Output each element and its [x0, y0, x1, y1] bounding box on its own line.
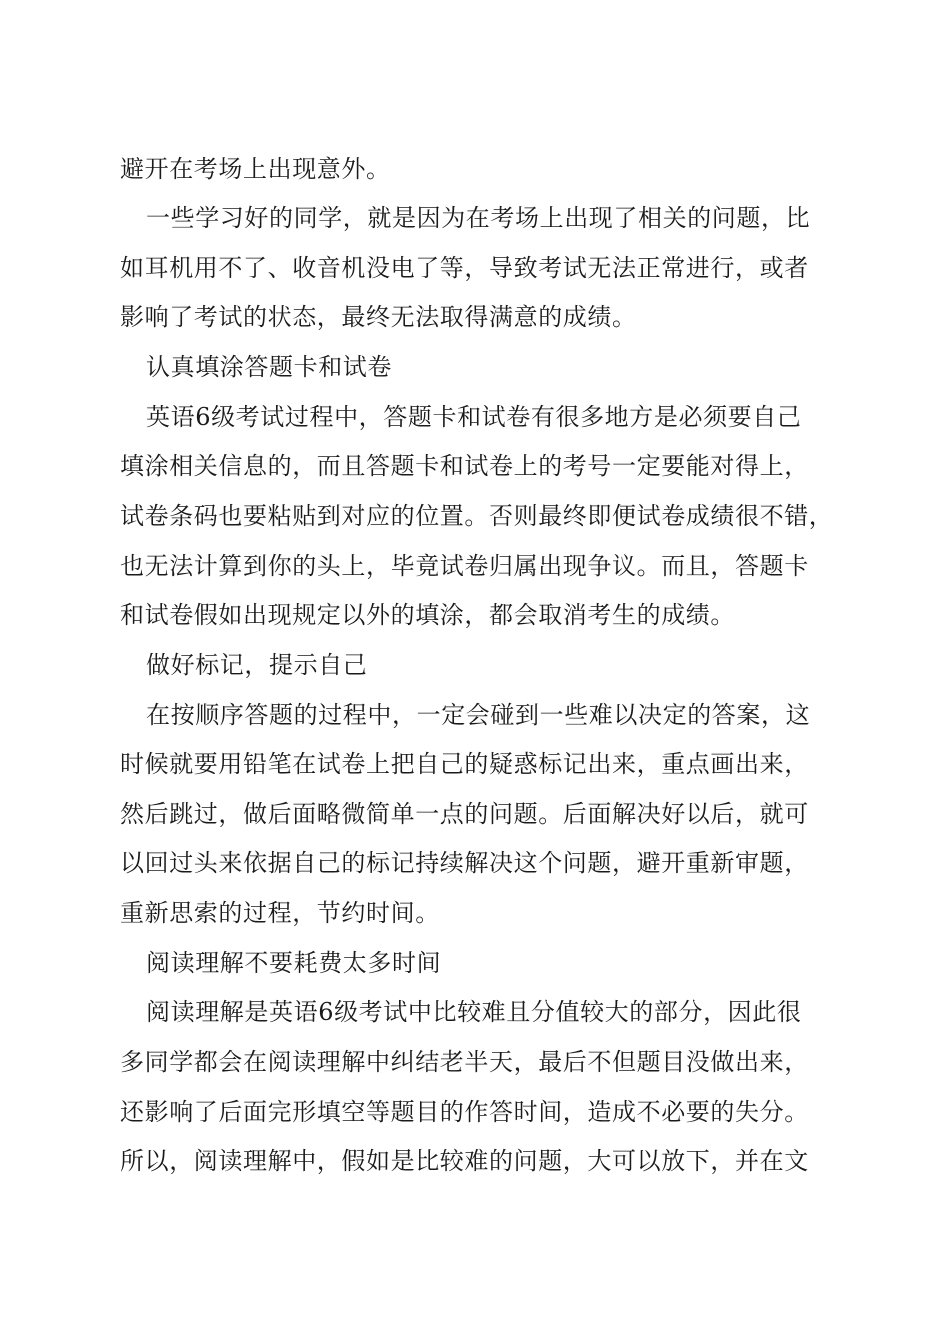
- text-line: 如耳机用不了、收音机没电了等，导致考试无法正常进行，或者: [120, 254, 809, 282]
- paragraph-first-line: 一些学习好的同学，就是因为在考场上出现了相关的问题，比: [146, 204, 811, 232]
- text-line: 避开在考场上出现意外。: [120, 155, 391, 183]
- paragraph-first-line: 阅读理解是英语6级考试中比较难且分值较大的部分，因此很: [146, 998, 802, 1026]
- section-heading: 认真填涂答题卡和试卷: [146, 353, 392, 381]
- text-line: 重新思索的过程，节约时间。: [120, 899, 440, 927]
- text-line: 和试卷假如出现规定以外的填涂，都会取消考生的成绩。: [120, 601, 735, 629]
- text-line: 多同学都会在阅读理解中纠结老半天，最后不但题目没做出来，: [120, 1048, 809, 1076]
- text-line: 还影响了后面完形填空等题目的作答时间，造成不必要的失分。: [120, 1098, 809, 1126]
- section-heading: 阅读理解不要耗费太多时间: [146, 949, 442, 977]
- text-line: 然后跳过，做后面略微简单一点的问题。后面解决好以后，就可: [120, 800, 809, 828]
- text-line: 所以，阅读理解中，假如是比较难的问题，大可以放下，并在文: [120, 1147, 809, 1175]
- text-line: 试卷条码也要粘贴到对应的位置。否则最终即便试卷成绩很不错，: [120, 502, 834, 530]
- text-line: 也无法计算到你的头上，毕竟试卷归属出现争议。而且，答题卡: [120, 552, 809, 580]
- paragraph-first-line: 在按顺序答题的过程中，一定会碰到一些难以决定的答案，这: [146, 701, 811, 729]
- text-line: 填涂相关信息的，而且答题卡和试卷上的考号一定要能对得上，: [120, 452, 809, 480]
- text-line: 影响了考试的状态，最终无法取得满意的成绩。: [120, 303, 637, 331]
- text-line: 时候就要用铅笔在试卷上把自己的疑惑标记出来，重点画出来，: [120, 750, 809, 778]
- paragraph-first-line: 英语6级考试过程中，答题卡和试卷有很多地方是必须要自己: [146, 403, 802, 431]
- text-line: 以回过头来依据自己的标记持续解决这个问题，避开重新审题，: [120, 849, 809, 877]
- section-heading: 做好标记，提示自己: [146, 651, 368, 679]
